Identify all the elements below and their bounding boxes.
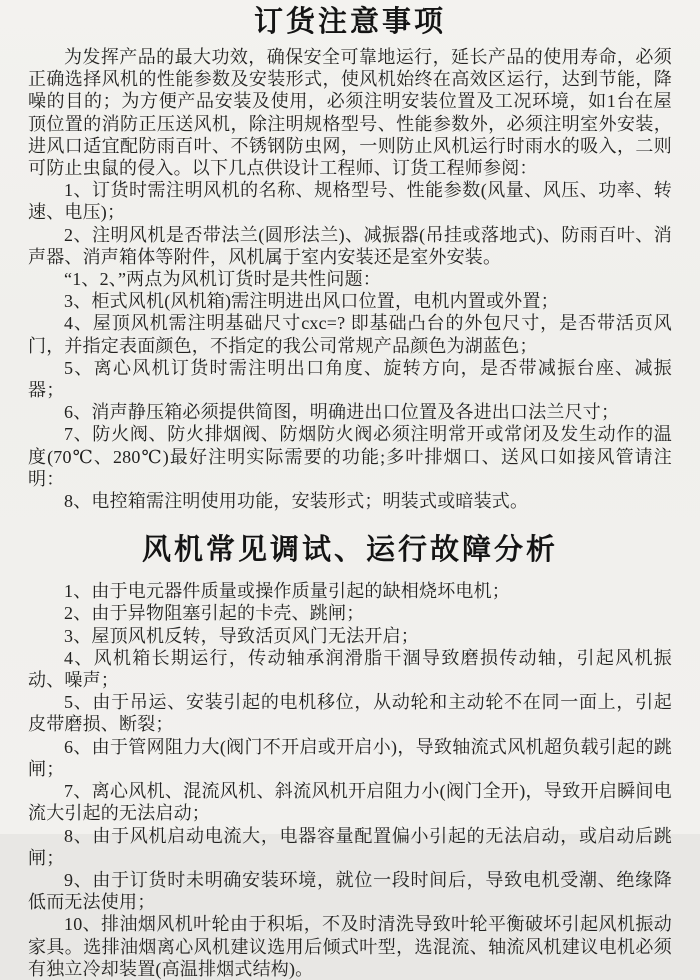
section2-item-6: 6、由于管网阻力大(阀门不开启或开启小)，导致轴流式风机超负载引起的跳闸；: [28, 736, 672, 779]
section1-intro: 为发挥产品的最大功效，确保安全可靠地运行，延长产品的使用寿命，必须正确选择风机的性能参数及安装形式，使风机始终在高效区运行，达到节能，降噪的目的；为方便产品安装及使用，必须注明安装位置及工况环境，如1台在屋顶位置的消防正压送风机，除注明规格型号、性能参数外，必须注明室外安装，进风口适宜配防雨百叶、不锈钢防虫网，一则防止风机运行时雨水的吸入，二则可防止虫鼠的侵入。以下几点供设计工程师、订货工程师参阅：: [28, 47, 672, 179]
section1-item-5: 5、离心风机订货时需注明出口角度、旋转方向，是否带减振台座、减振器；: [28, 357, 672, 401]
section1-item-8: 8、电控箱需注明使用功能，安装形式；明装式或暗装式。: [64, 491, 529, 512]
section1-item-1: 1、订货时需注明风机的名称、规格型号、性能参数(风量、风压、功率、转速、电压)；: [28, 180, 672, 223]
section1-title: 订货注意事项: [253, 6, 446, 38]
section1-item-3: 3、柜式风机(风机箱)需注明进出风口位置，电机内置或外置；: [64, 291, 559, 312]
section2-item-7: 7、离心风机、混流风机、斜流风机开启阻力小(阀门全开)，导致开启瞬间电流大引起的无法启动；: [28, 781, 672, 824]
section2-item-4: 4、风机箱长期运行，传动轴承润滑脂干涸导致磨损传动轴，引起风机振动、噪声；: [28, 647, 672, 691]
section1-item-4: 4、屋顶风机需注明基础尺寸cxc=? 即基础凸台的外包尺寸，是否带活页风门，并指定表面颜色，不指定的我公司常规产品颜色为湖蓝色；: [28, 313, 672, 356]
section1-item-2: 2、注明风机是否带法兰(圆形法兰)、减振器(吊挂或落地式)、防雨百叶、消声器、消声箱体等附件，风机属于室内安装还是室外安装。: [28, 224, 672, 267]
section1-note: “1、2、”两点为风机订货时是共性问题：: [64, 269, 381, 290]
section2-item-2: 2、由于异物阻塞引起的卡壳、跳闸；: [64, 603, 365, 624]
section2-item-3: 3、屋顶风机反转，导致活页风门无法开启；: [64, 625, 419, 646]
section2-item-9: 9、由于订货时未明确安装环境，就位一段时间后，导致电机受潮、绝缘降低而无法使用；: [28, 869, 672, 913]
section2-item-5: 5、由于吊运、安装引起的电机移位，从动轮和主动轮不在同一面上，引起皮带磨损、断裂；: [28, 692, 672, 735]
section2-item-8: 8、由于风机启动电流大，电器容量配置偏小引起的无法启动，或启动后跳闸；: [28, 825, 672, 868]
section2-item-1: 1、由于电元器件质量或操作质量引起的缺相烧坏电机；: [64, 581, 510, 602]
section1-item-6: 6、消声静压箱必须提供简图，明确进出口位置及各进出口法兰尺寸；: [64, 402, 620, 423]
section2-item-10: 10、排油烟风机叶轮由于积垢，不及时清洗导致叶轮平衡破坏引起风机振动家具。选排油烟离心风机建议选用后倾式叶型，选混流、轴流风机建议电机必须有独立冷却装置(高温排烟式结构)。: [28, 914, 672, 979]
section2-title: 风机常见调试、运行故障分析: [141, 534, 558, 567]
section1-item-7: 7、防火阀、防火排烟阀、防烟防火阀必须注明常开或常闭及发生动作的温度(70℃、280℃)最好注明实际需要的功能;多叶排烟口、送风口如接风管请注明：: [28, 424, 672, 489]
